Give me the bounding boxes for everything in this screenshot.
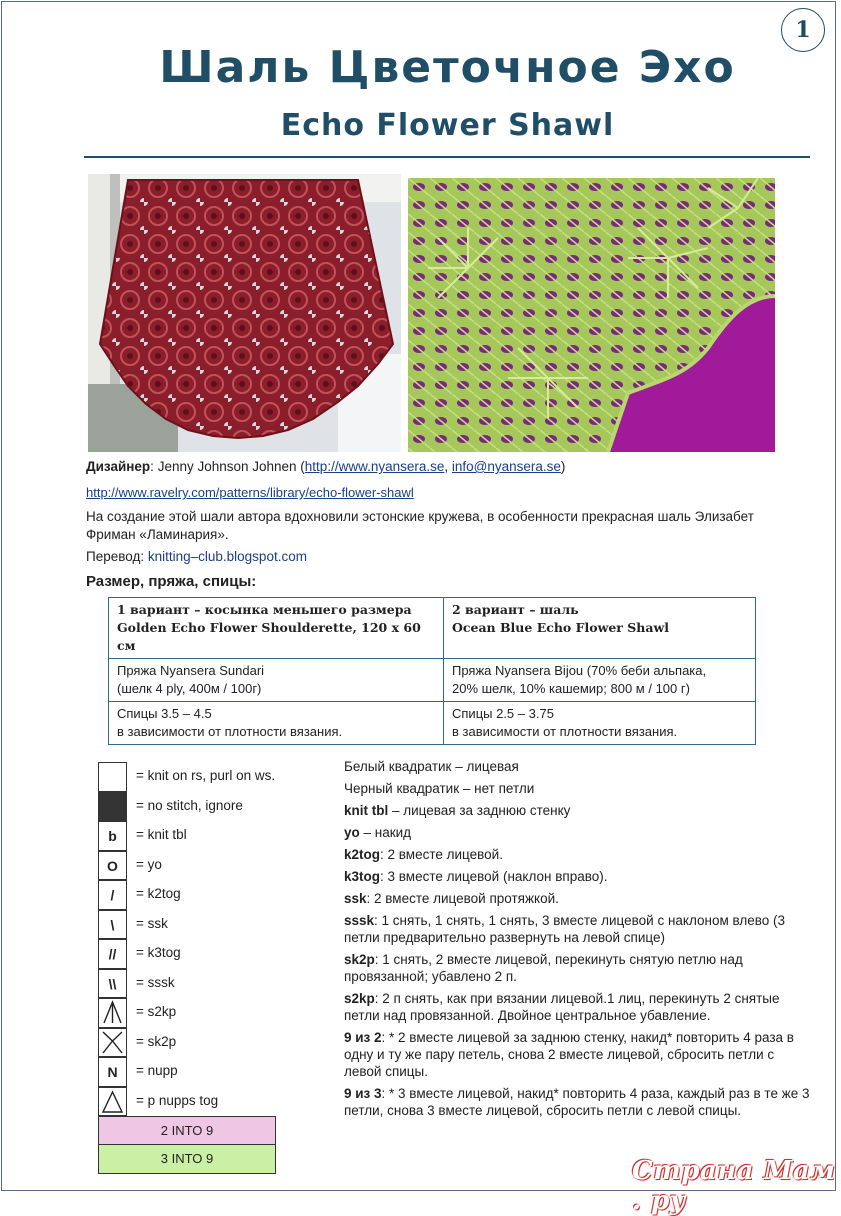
glossary-item [344, 802, 814, 819]
yarn-1-name: Пряжа Nyansera Sundari [117, 663, 265, 678]
sizes-heading: Размер, пряжа, спицы: [86, 573, 257, 590]
band-2-into-9: 2 INTO 9 [98, 1116, 276, 1145]
glossary-text: – накид [359, 825, 412, 840]
needles-2-size: Спицы 2.5 – 3.75 [452, 706, 554, 721]
glossary-term: ssk [344, 891, 367, 906]
glossary-item [344, 846, 814, 863]
ravelry-link[interactable]: http://www.ravelry.com/patterns/library/echo-flower-shawl [86, 485, 414, 500]
glossary-text: : 2 п снять, как при вязании лицевой.1 лиц, перекинуть 2 снятые петли над провязанной. Двойное центральное убавление. [344, 991, 780, 1023]
glossary-item [344, 890, 814, 907]
table-cell [109, 659, 444, 702]
table-cell [109, 598, 444, 659]
needles-1-note: в зависимости от плотности вязания. [117, 724, 343, 739]
glossary-item [344, 868, 814, 885]
sizes-table [108, 597, 756, 745]
table-cell [444, 702, 756, 745]
table-row [109, 598, 756, 659]
translation-line: Перевод: knitting–club.blogspot.com [86, 549, 307, 564]
variant-2-title: 2 вариант – шаль [452, 602, 579, 617]
table-cell [444, 598, 756, 659]
translation-label: Перевод [86, 549, 141, 564]
glossary-text: : 1 снять, 1 снять, 1 снять, 3 вместе лицевой с наклоном влево (3 петли предварительно развернуть на левой спице) [344, 913, 786, 945]
n-icon: N [98, 1057, 127, 1087]
page-title: Шаль Цветочное Эхо [159, 42, 736, 93]
shawl-photo-red [88, 174, 401, 452]
site-watermark: Страна Мам . ру [632, 1156, 836, 1216]
glossary-text: : 1 снять, 2 вместе лицевой, перекинуть снятую петлю над провязанной; убавлено 2 п. [344, 952, 743, 984]
b-icon: b [98, 821, 127, 851]
designer-name: Jenny Johnson Johnen [157, 459, 297, 474]
glossary-item [344, 951, 814, 985]
glossary-term: sssk [344, 913, 375, 928]
stitch-glossary [344, 758, 814, 1124]
legend-label: = s2kp [136, 1004, 177, 1019]
glossary-term: k3tog [344, 869, 381, 884]
s2kp-icon [98, 998, 127, 1028]
glossary-term: knit tbl [344, 803, 389, 818]
glossary-item [344, 824, 814, 841]
glossary-item [344, 1085, 814, 1119]
needles-2-note: в зависимости от плотности вязания. [452, 724, 678, 739]
shawl-photo-closeup [408, 178, 775, 452]
glossary-text: Белый квадратик – лицевая [344, 759, 519, 774]
needles-1-size: Спицы 3.5 – 4.5 [117, 706, 212, 721]
title-divider [84, 156, 810, 158]
legend-label: = p nupps tog [136, 1092, 219, 1108]
backslash-icon: \ [98, 910, 127, 940]
table-row [109, 702, 756, 745]
table-cell [444, 659, 756, 702]
yarn-2-name: Пряжа Nyansera Bijou (70% беби альпака, [452, 663, 707, 678]
glossary-text: : * 2 вместе лицевой за заднюю стенку, накид* повторить 4 раза в одну и ту же пару петель, снова 2 вместе лицевой, сбросить петли с левой спицы. [344, 1030, 794, 1079]
glossary-item [344, 990, 814, 1024]
legend-label: = no stitch, ignore [136, 797, 243, 813]
designer-email-link[interactable]: info@nyansera.se [451, 459, 561, 474]
glossary-text: : 3 вместе лицевой (наклон вправо). [380, 869, 608, 884]
double-slash-icon: // [98, 939, 127, 969]
legend-label: = yo [136, 856, 162, 872]
designer-site-link[interactable]: http://www.nyansera.se [304, 459, 445, 474]
glossary-item [344, 758, 814, 775]
translation-source: knitting–club.blogspot.com [147, 549, 307, 564]
glossary-term: s2kp [344, 991, 375, 1006]
glossary-term: sk2p [344, 952, 375, 967]
glossary-item [344, 780, 814, 797]
glossary-text: : 2 вместе лицевой протяжкой. [366, 891, 559, 906]
legend-label: = sk2p [136, 1033, 177, 1049]
table-row [109, 659, 756, 702]
double-backslash-icon: \\ [98, 969, 127, 999]
page-number: 1 [781, 8, 825, 52]
page-subtitle: Echo Flower Shawl [280, 108, 615, 143]
legend-label: = k3tog [136, 945, 181, 960]
variant-2-name: Ocean Blue Echo Flower Shawl [452, 620, 669, 635]
ravelry-line [86, 485, 414, 500]
intro-text: На создание этой шали автора вдохновили эстонские кружева, в особенности прекрасная шаль Элизабет Фриман «Ламинария». [86, 509, 754, 542]
glossary-text: : 2 вместе лицевой. [380, 847, 503, 862]
circle-icon: O [98, 851, 127, 881]
legend-label: = sssk [136, 974, 175, 990]
variant-1-name: Golden Echo Flower Shoulderette, 120 х 60 см [117, 620, 421, 653]
glossary-text: – лицевая за заднюю стенку [388, 803, 571, 818]
glossary-term: k2tog [344, 847, 381, 862]
band-3-into-9: 3 INTO 9 [98, 1145, 276, 1174]
triangle-icon [98, 1087, 127, 1117]
designer-line: Дизайнер: Jenny Johnson Johnen (http://www.nyansera.se, info@nyansera.se) [86, 459, 566, 474]
sk2p-icon [98, 1028, 127, 1058]
designer-label: Дизайнер [86, 459, 151, 474]
legend-label: = knit tbl [136, 827, 187, 842]
legend-label: = knit on rs, purl on ws. [136, 768, 276, 783]
glossary-item [344, 1029, 814, 1080]
black-square-icon [98, 792, 127, 822]
glossary-text: : * 3 вместе лицевой, накид* повторить 4 раза, каждый раз в те же 3 петли, снова 3 вместе лицевой, сбросить петли с левой спицы. [344, 1086, 810, 1118]
glossary-term: 9 из 2 [344, 1030, 382, 1045]
legend-label: = ssk [136, 915, 168, 931]
white-square-icon [98, 762, 127, 792]
legend-label: = nupp [136, 1063, 178, 1078]
variant-1-title: 1 вариант – косынка меньшего размера [117, 602, 412, 617]
glossary-term: 9 из 3 [344, 1086, 382, 1101]
glossary-item [344, 912, 814, 946]
yarn-2-spec: 20% шелк, 10% кашемир; 800 м / 100 г) [452, 681, 690, 696]
glossary-term: yo [344, 825, 360, 840]
slash-icon: / [98, 880, 127, 910]
yarn-1-spec: (шелк 4 ply, 400м / 100г) [117, 681, 262, 696]
glossary-text: Черный квадратик – нет петли [344, 781, 535, 796]
table-cell [109, 702, 444, 745]
legend-label: = k2tog [136, 886, 181, 901]
